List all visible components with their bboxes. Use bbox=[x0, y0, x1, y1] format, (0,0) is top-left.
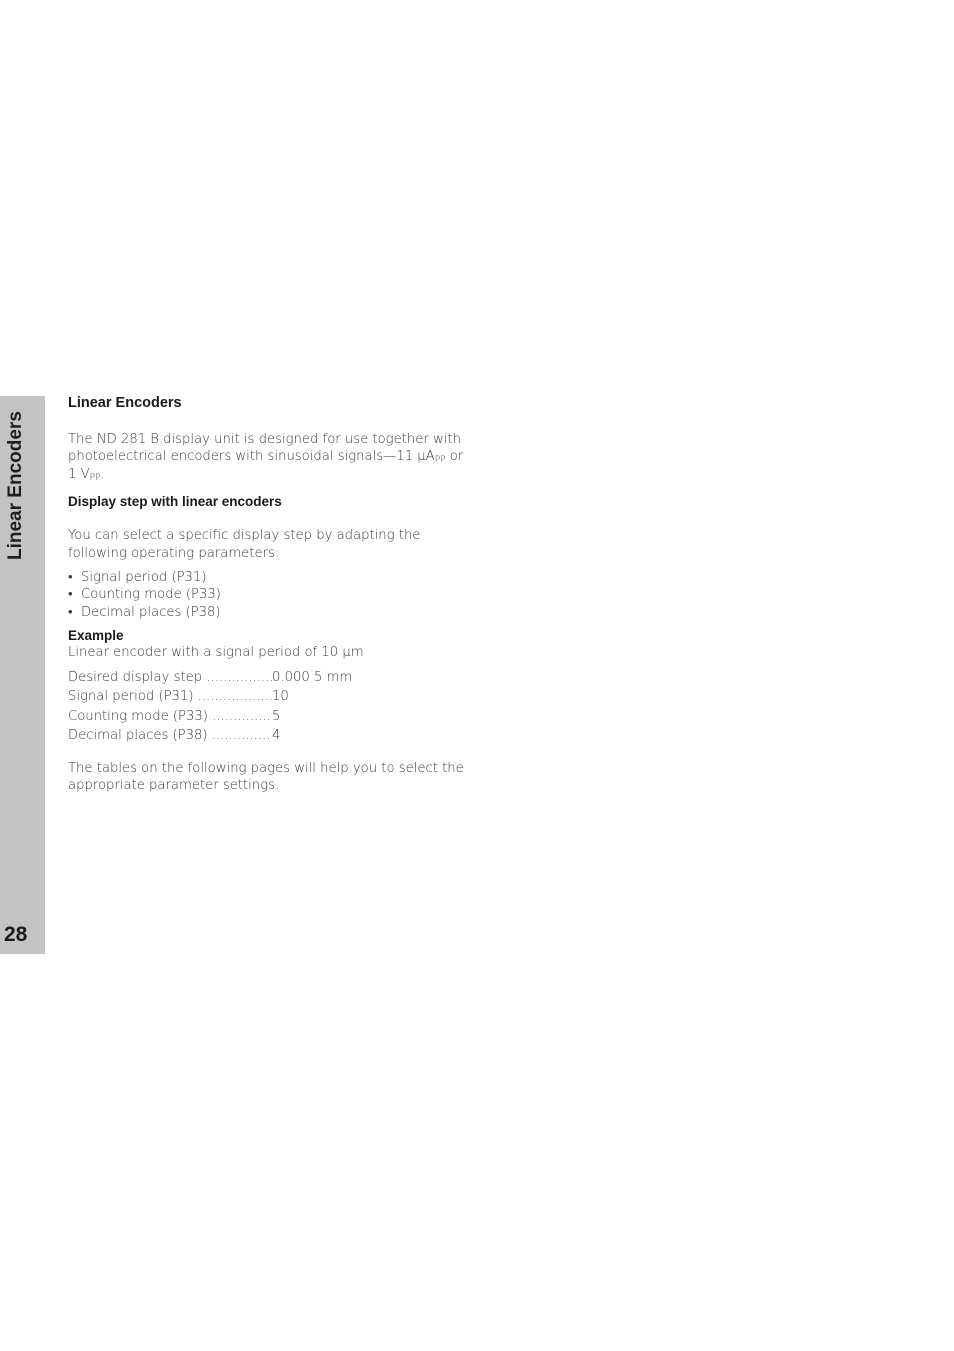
parameter-list bbox=[68, 569, 468, 621]
page-number: 28 bbox=[4, 923, 28, 946]
closing-paragraph: The tables on the following pages will help you to select the appropriate parameter settings. bbox=[68, 761, 464, 794]
param-value: 0.000 5 mm bbox=[272, 669, 353, 685]
intro-end: . bbox=[100, 466, 105, 482]
param-label: Counting mode (P33) bbox=[68, 708, 208, 724]
param-label-cell bbox=[68, 726, 272, 746]
param-value: 10 bbox=[272, 689, 289, 705]
list-item: • Decimal places (P38) bbox=[68, 604, 468, 621]
list-item: • Counting mode (P33) bbox=[68, 586, 468, 603]
intro-paragraph bbox=[68, 431, 468, 483]
param-label-cell bbox=[68, 687, 272, 707]
param-label-cell bbox=[68, 668, 272, 688]
dot-leader bbox=[193, 689, 272, 704]
param-label: Signal period (P31) bbox=[68, 689, 194, 705]
intro-subscript-1: PP bbox=[434, 455, 446, 466]
dot-leader bbox=[202, 670, 272, 685]
section-heading: Linear Encoders bbox=[68, 395, 182, 411]
table-row bbox=[68, 726, 368, 746]
list-item: • Signal period (P31) bbox=[68, 569, 468, 586]
table-row bbox=[68, 707, 368, 727]
dot-leader bbox=[208, 709, 272, 724]
select-paragraph: You can select a specific display step by adapting the following operating parameters: bbox=[68, 528, 421, 561]
intro-text: The ND 281 B display unit is designed for use together with photoelectrical encoders with sinusoidal signals—11 µA bbox=[68, 432, 461, 465]
param-value: 4 bbox=[272, 728, 281, 744]
example-description: Linear encoder with a signal period of 10 µm bbox=[68, 645, 364, 661]
param-label: Decimal places (P38) bbox=[68, 728, 208, 744]
table-row bbox=[68, 668, 368, 688]
example-heading: Example bbox=[68, 628, 124, 644]
intro-subscript-2: PP bbox=[89, 472, 101, 483]
intro-mid: or 1 V bbox=[68, 449, 464, 482]
param-label: Desired display step bbox=[68, 669, 203, 685]
parameter-table bbox=[68, 668, 468, 746]
dot-leader bbox=[208, 728, 272, 743]
main-content bbox=[68, 394, 468, 795]
table-row bbox=[68, 687, 368, 707]
param-label-cell bbox=[68, 707, 272, 727]
side-section-title: Linear Encoders bbox=[5, 411, 26, 560]
subheading: Display step with linear encoders bbox=[68, 494, 282, 510]
param-value: 5 bbox=[272, 708, 281, 724]
